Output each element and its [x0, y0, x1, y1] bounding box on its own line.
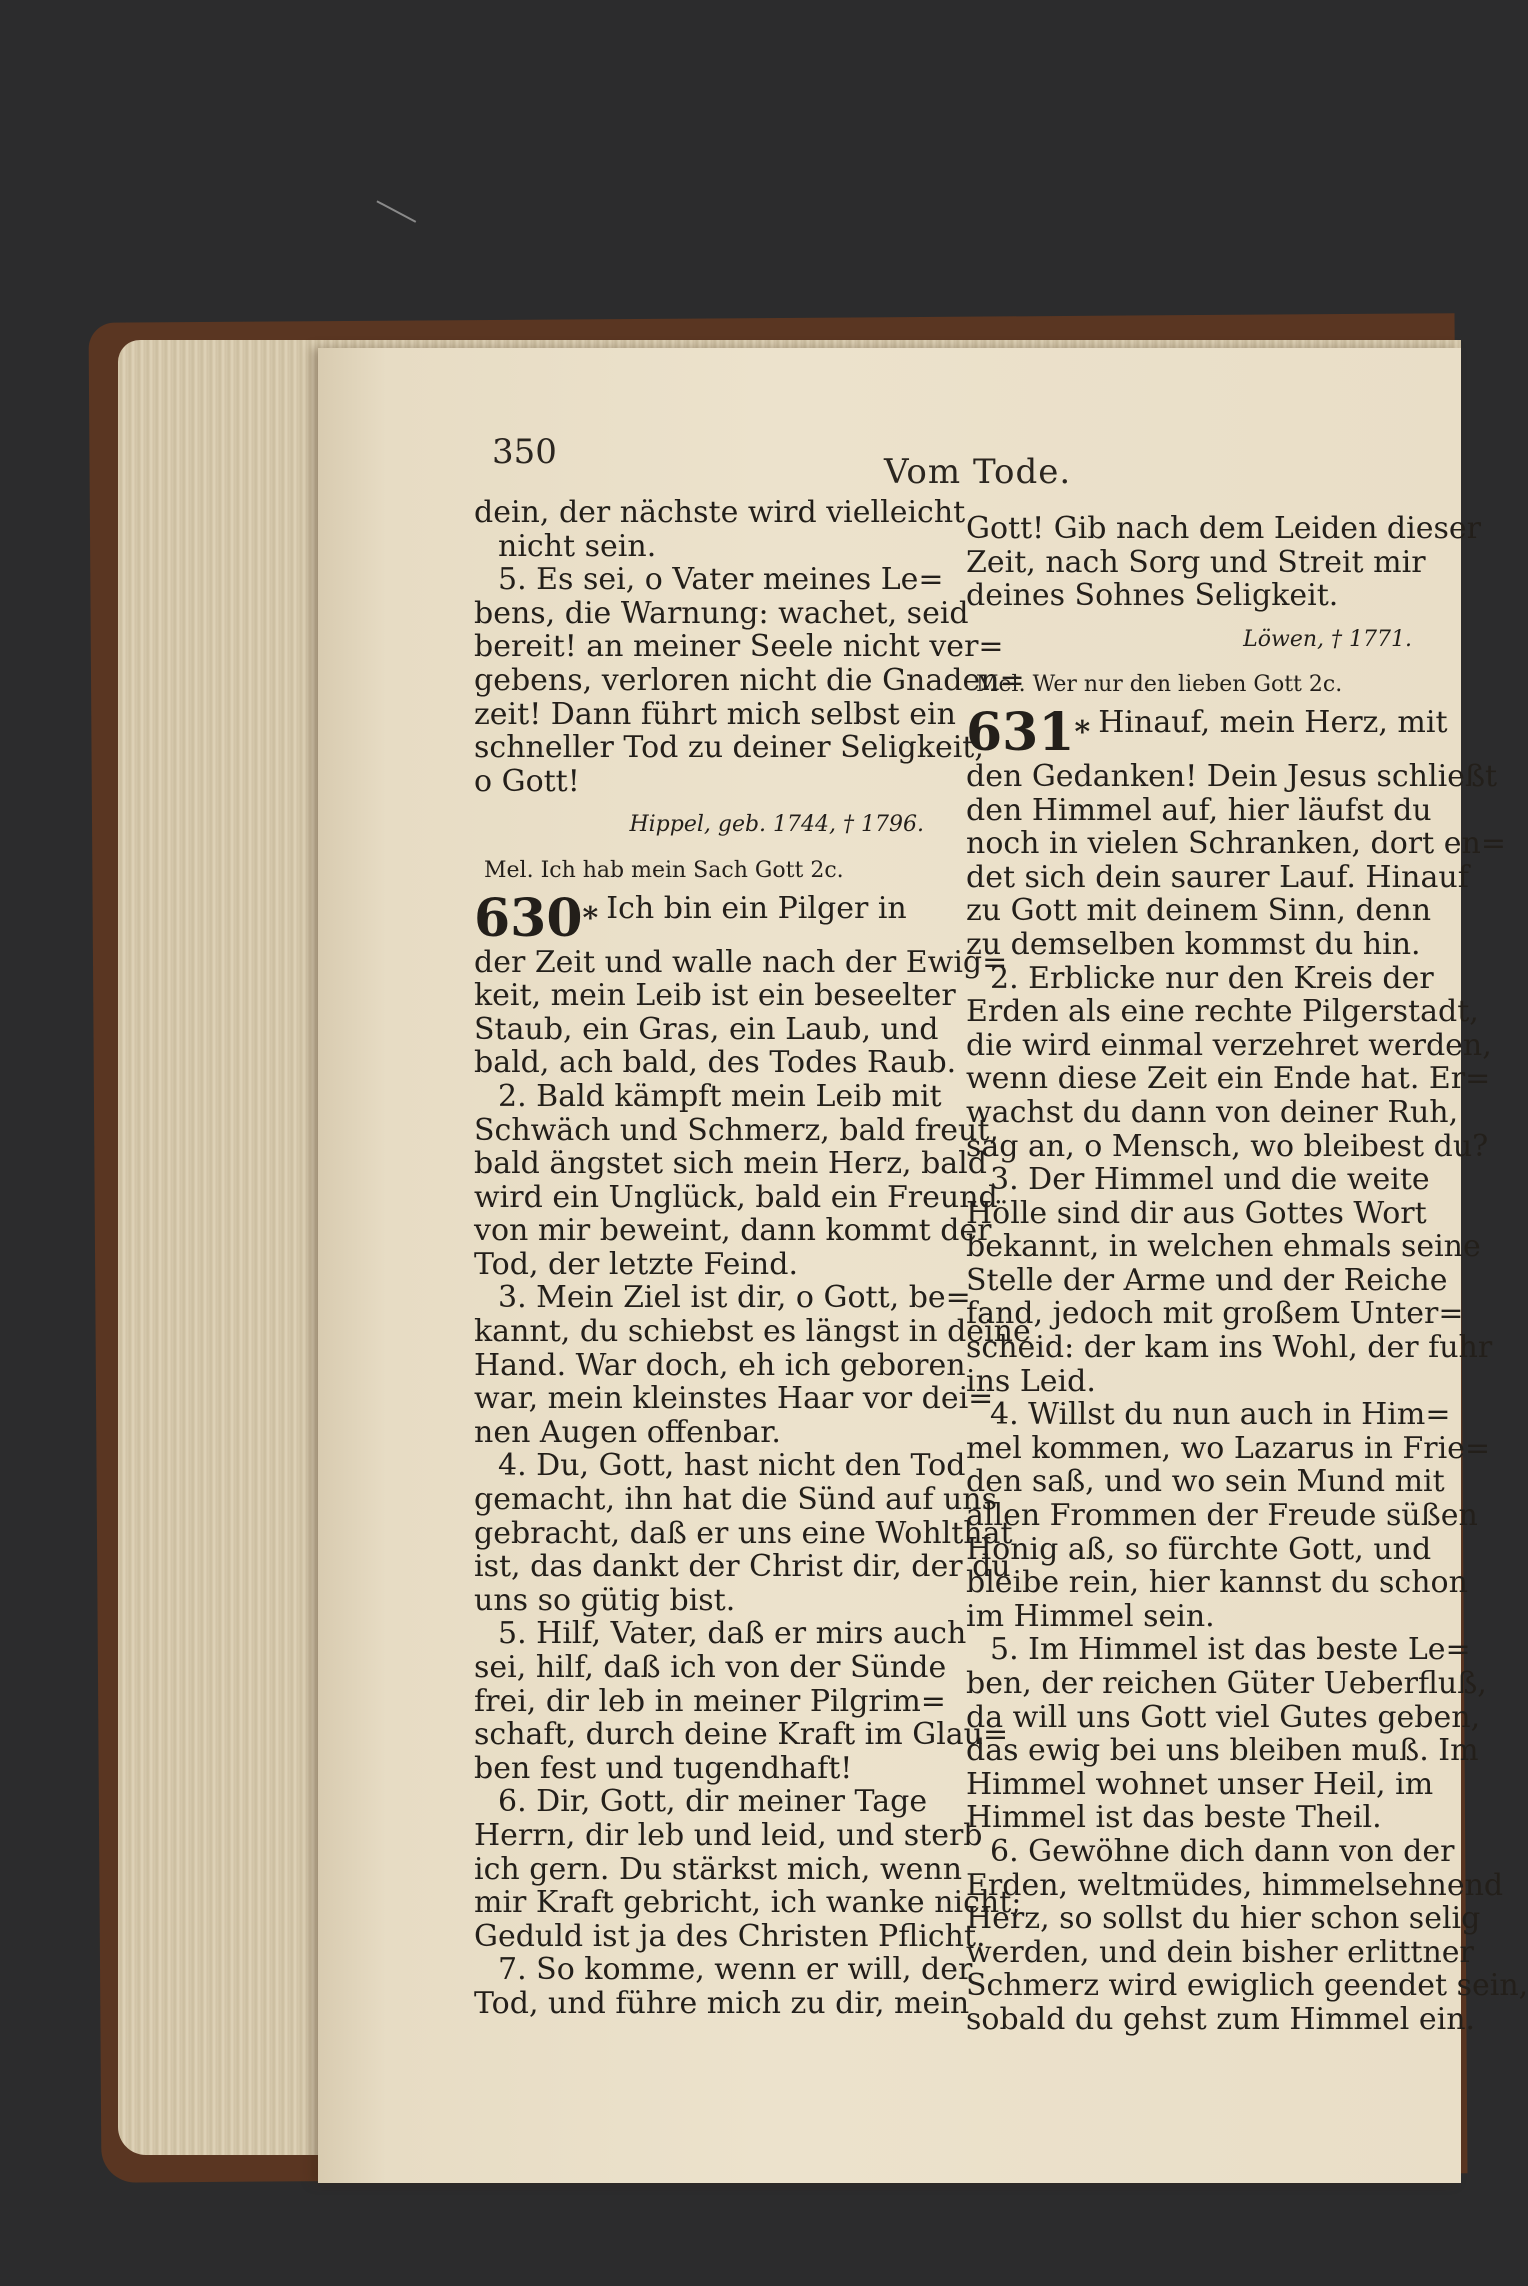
hymn-631-verses	[966, 960, 1528, 2037]
text-line: die wird einmal verzehret werden,	[966, 1027, 1492, 1063]
text-line: Geduld ist ja des Christen Pflicht.	[474, 1918, 986, 1954]
page-number: 350	[492, 432, 557, 472]
text-line: den Himmel auf, hier läufst du	[966, 792, 1432, 828]
text-line: 4. Du, Gott, hast nicht den Tod	[498, 1448, 966, 1484]
text-line: wenn diese Zeit ein Ende hat. Er=	[966, 1061, 1491, 1097]
author-credit: Hippel, geb. 1744, † 1796.	[629, 812, 924, 838]
author-credit: Löwen, † 1771.	[1243, 626, 1412, 652]
text-line: det sich dein saurer Lauf. Hinauf	[966, 859, 1469, 895]
text-line: 3. Der Himmel und die weite	[990, 1162, 1430, 1198]
text-line: wachst du dann von deiner Ruh,	[966, 1094, 1459, 1130]
text-line: von mir beweint, dann kommt der	[474, 1213, 992, 1249]
text-line: war, mein kleinstes Haar vor dei=	[474, 1381, 994, 1417]
text-line: noch in vielen Schranken, dort en=	[966, 826, 1506, 862]
text-line: ins Leid.	[966, 1363, 1096, 1399]
text-line: der Zeit und walle nach der Ewig=	[474, 944, 1008, 980]
text-line: gebens, verloren nicht die Gnaden=	[474, 662, 1025, 698]
hymn-number: 631*	[966, 701, 1091, 763]
text-line: zu Gott mit deinem Sinn, denn	[966, 893, 1432, 929]
dust-speck	[372, 200, 416, 231]
text-line: ich gern. Du stärkst mich, wenn	[474, 1851, 963, 1887]
text-line: Herrn, dir leb und leid, und sterb	[474, 1817, 983, 1853]
text-line: im Himmel sein.	[966, 1598, 1215, 1634]
text-line: Tod, der letzte Feind.	[474, 1246, 798, 1282]
text-line: Schwäch und Schmerz, bald freut,	[474, 1112, 999, 1148]
text-line: sei, hilf, daß ich von der Sünde	[474, 1650, 947, 1685]
text-line: 2. Bald kämpft mein Leib mit	[498, 1078, 942, 1114]
text-line: mir Kraft gebricht, ich wanke nicht;	[474, 1885, 1022, 1921]
text-line: ben, der reichen Güter Ueberfluß,	[966, 1666, 1487, 1701]
text-line: Himmel wohnet unser Heil, im	[966, 1766, 1434, 1802]
text-line: 2. Erblicke nur den Kreis der	[990, 960, 1434, 996]
text-line: 4. Willst du nun auch in Him=	[990, 1397, 1451, 1433]
text-line: fand, jedoch mit großem Unter=	[966, 1296, 1464, 1332]
text-line: gemacht, ihn hat die Sünd auf uns	[474, 1482, 998, 1518]
text-line: ist, das dankt der Christ dir, der du	[474, 1549, 1011, 1585]
text-line: uns so gütig bist.	[474, 1582, 736, 1618]
text-line: bald ängstet sich mein Herz, bald	[474, 1146, 987, 1182]
text-line: wird ein Unglück, bald ein Freund	[474, 1179, 998, 1215]
text-line: sag an, o Mensch, wo bleibest du?	[966, 1128, 1489, 1164]
right-column	[966, 511, 1528, 2037]
text-line: deines Sohnes Seligkeit.	[966, 578, 1339, 614]
text-line: 6. Dir, Gott, dir meiner Tage	[498, 1784, 928, 1820]
text-line: werden, und dein bisher erlittner	[966, 1934, 1474, 1970]
text-line: nicht sein.	[498, 528, 657, 564]
hymn-631	[966, 701, 1506, 962]
melody-reference: Mel. Ich hab mein Sach Gott 2c.	[484, 857, 844, 883]
text-line: 5. Es sei, o Vater meines Le=	[498, 562, 944, 598]
text-line: dein, der nächste wird vielleicht	[474, 495, 966, 530]
right-carry-over	[966, 511, 1481, 614]
text-line: Hinauf, mein Herz, mit	[1098, 704, 1448, 740]
text-line: keit, mein Leib ist ein beseelter	[474, 978, 956, 1014]
text-line: frei, dir leb in meiner Pilgrim=	[474, 1683, 946, 1719]
text-line: gebracht, daß er uns eine Wohlthat	[474, 1515, 1013, 1551]
text-line: Zeit, nach Sorg und Streit mir	[966, 544, 1426, 580]
text-line: Honig aß, so fürchte Gott, und	[966, 1531, 1432, 1567]
text-line: da will uns Gott viel Gutes geben,	[966, 1699, 1481, 1735]
text-line: ben fest und tugendhaft!	[474, 1750, 853, 1786]
text-line: bleibe rein, hier kannst du schon	[966, 1565, 1468, 1601]
text-line: allen Frommen der Freude süßen	[966, 1498, 1478, 1534]
text-line: 5. Hilf, Vater, daß er mirs auch	[498, 1616, 967, 1652]
text-line: 6. Gewöhne dich dann von der	[990, 1833, 1455, 1869]
left-carry-over	[474, 495, 966, 564]
text-line: 3. Mein Ziel ist dir, o Gott, be=	[498, 1280, 971, 1316]
text-line: nen Augen offenbar.	[474, 1414, 781, 1450]
text-line: das ewig bei uns bleiben muß. Im	[966, 1733, 1479, 1769]
text-line: Schmerz wird ewiglich geendet sein,	[966, 1968, 1528, 2004]
text-line: bereit! an meiner Seele nicht ver=	[474, 629, 1004, 665]
text-line: mel kommen, wo Lazarus in Frie=	[966, 1430, 1491, 1466]
text-line: den saß, und wo sein Mund mit	[966, 1464, 1445, 1500]
text-line: schneller Tod zu deiner Seligkeit,	[474, 730, 984, 766]
hymn-630	[474, 887, 1008, 1081]
text-line: zu demselben kommst du hin.	[966, 926, 1421, 962]
text-line: Tod, und führe mich zu dir, mein	[474, 1985, 970, 2021]
melody-reference: Mel. Wer nur den lieben Gott 2c.	[976, 672, 1343, 698]
text-line: bekannt, in welchen ehmals seine	[966, 1229, 1481, 1265]
text-line: Himmel ist das beste Theil.	[966, 1800, 1382, 1836]
text-line: scheid: der kam ins Wohl, der fuhr	[966, 1330, 1493, 1366]
verse-5-left	[474, 562, 1025, 799]
text-line: 5. Im Himmel ist das beste Le=	[990, 1632, 1471, 1668]
text-line: Hölle sind dir aus Gottes Wort	[966, 1195, 1427, 1231]
text-line: Stelle der Arme und der Reiche	[966, 1262, 1448, 1298]
text-line: sobald du gehst zum Himmel ein.	[966, 2001, 1476, 2037]
hymn-number: 630*	[474, 887, 599, 949]
text-line: Ich bin ein Pilger in	[606, 890, 907, 926]
text-line: o Gott!	[474, 763, 580, 799]
text-line: Erden als eine rechte Pilgerstadt,	[966, 994, 1479, 1030]
text-line: Hand. War doch, eh ich geboren	[474, 1347, 966, 1383]
text-line: zeit! Dann führt mich selbst ein	[474, 696, 956, 732]
text-line: bens, die Warnung: wachet, seid	[474, 595, 969, 631]
text-line: den Gedanken! Dein Jesus schließt	[966, 758, 1498, 794]
text-line: Herz, so sollst du hier schon selig	[966, 1901, 1481, 1937]
text-line: Gott! Gib nach dem Leiden dieser	[966, 511, 1481, 546]
text-line: 7. So komme, wenn er will, der	[498, 1952, 973, 1988]
text-line: kannt, du schiebst es längst in deine	[474, 1314, 1031, 1350]
text-line: schaft, durch deine Kraft im Glau=	[474, 1717, 1009, 1753]
running-head: Vom Tode.	[884, 452, 1072, 492]
text-line: Staub, ein Gras, ein Laub, und	[474, 1011, 939, 1047]
text-line: Erden, weltmüdes, himmelsehnend	[966, 1867, 1504, 1903]
text-line: bald, ach bald, des Todes Raub.	[474, 1045, 957, 1081]
